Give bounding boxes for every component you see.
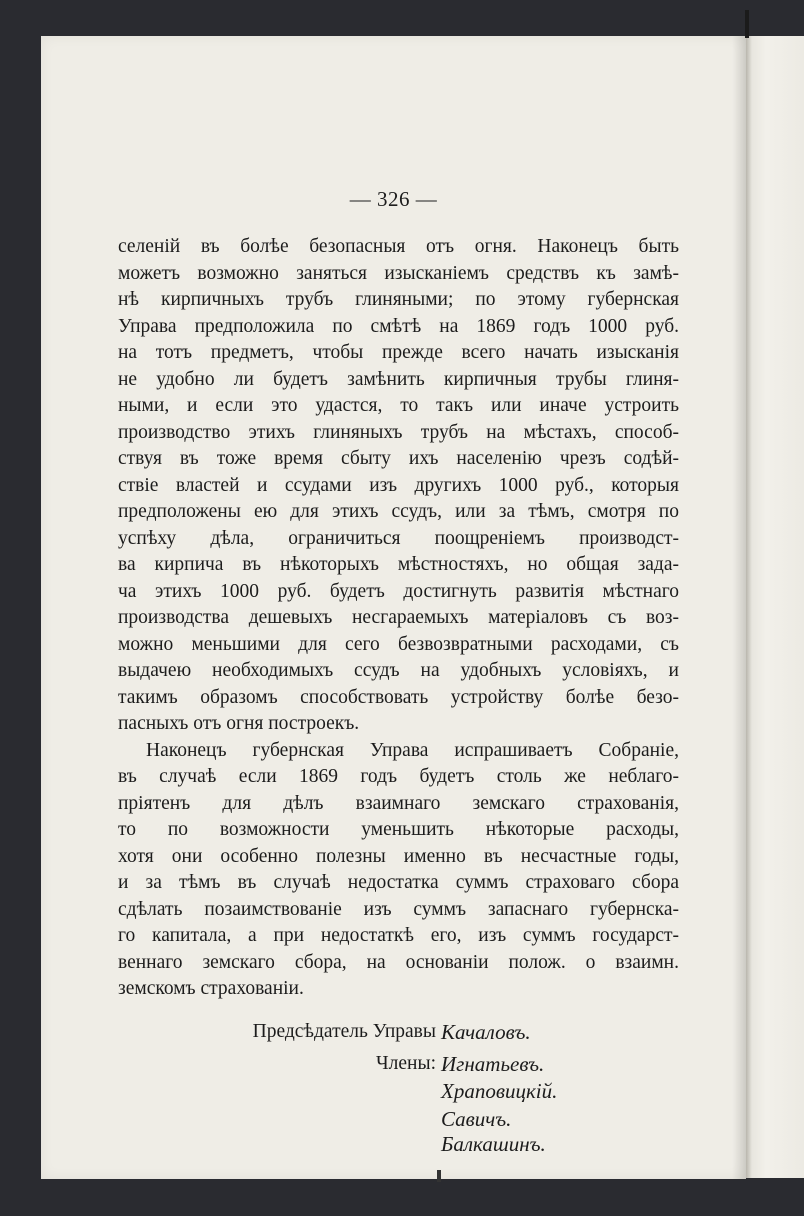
- page-edge-mark: [745, 10, 749, 38]
- text-line: ными, и если это удастся, то такъ или иначе устроить: [118, 395, 679, 416]
- text-line: такимъ образомъ способствовать устройству болѣе безо-: [118, 686, 679, 708]
- text-line: то по возможности уменьшить нѣкоторые расходы,: [118, 819, 679, 840]
- text-line: не удобно ли будетъ замѣнить кирпичныя трубы глиня-: [118, 368, 679, 390]
- text-line: можетъ возможно заняться изысканіемъ средствъ къ замѣ-: [118, 262, 679, 284]
- text-line: сдѣлать позаимствованіе изъ суммъ запаснаго губернска-: [118, 898, 679, 920]
- text-line: пріятенъ для дѣлъ взаимнаго земскаго страхованія,: [118, 792, 679, 814]
- chairman-name: Качаловъ.: [441, 1020, 531, 1044]
- text-line: го капитала, а при недостаткѣ его, изъ суммъ государст-: [118, 925, 679, 946]
- book-page: [41, 36, 746, 1179]
- text-line: ствіе властей и ссудами изъ другихъ 1000 руб., которыя: [118, 474, 679, 496]
- text-line: веннаго земскаго сбора, на основаніи полож. о взаимн.: [118, 951, 679, 973]
- text-line: хотя они особенно полезны именно въ несчастные годы,: [118, 845, 679, 867]
- text-line: Управа предположила по смѣтѣ на 1869 годъ 1000 руб.: [118, 315, 679, 337]
- text-line: производства дешевыхъ несгараемыхъ матеріаловъ съ воз-: [118, 607, 679, 628]
- members-label: Члены:: [375, 1053, 436, 1074]
- text-line: земскомъ страхованіи.: [118, 978, 304, 999]
- text-line: производство этихъ глиняныхъ трубъ на мѣстахъ, способ-: [118, 421, 679, 443]
- text-line: нѣ кирпичныхъ трубъ глиняными; по этому губернская: [118, 289, 679, 310]
- body-text: [118, 234, 679, 1003]
- text-line: пасныхъ отъ огня построекъ.: [118, 713, 360, 734]
- member-name: Балкашинъ.: [441, 1132, 546, 1156]
- text-line: выдачею необходимыхъ ссудъ на удобныхъ условіяхъ, и: [118, 660, 679, 681]
- text-line: предположены ею для этихъ ссудъ, или за тѣмъ, смотря по: [118, 501, 679, 522]
- bottom-edge-mark: [437, 1170, 441, 1182]
- member-name: Храповицкій.: [441, 1079, 558, 1103]
- adjacent-page-edge: [746, 36, 804, 1178]
- text-line: въ случаѣ если 1869 годъ будетъ столь же неблаго-: [118, 766, 679, 787]
- text-line: ствуя въ тоже время сбыту ихъ населенію чрезъ содѣй-: [118, 448, 679, 469]
- text-line: на тотъ предметъ, чтобы прежде всего начать изысканія: [118, 342, 679, 363]
- text-line: ва кирпича въ нѣкоторыхъ мѣстностяхъ, но общая зада-: [118, 554, 679, 575]
- text-line: ча этихъ 1000 руб. будетъ достигнуть развитія мѣстнаго: [118, 580, 679, 602]
- text-line: селеній въ болѣе безопасныя отъ огня. Наконецъ быть: [118, 236, 679, 257]
- paragraph-start-line: Наконецъ губернская Управа испрашиваетъ Собраніе,: [146, 739, 679, 761]
- member-name: Игнатьевъ.: [441, 1052, 545, 1076]
- text-line: можно меньшими для сего безвозвратными расходами, съ: [118, 633, 679, 655]
- text-line: и за тѣмъ въ случаѣ недостатка суммъ страховаго сбора: [118, 872, 679, 893]
- member-name: Савичъ.: [441, 1107, 512, 1131]
- page-number: — 326 —: [349, 187, 438, 211]
- chairman-label: Предсѣдатель Управы: [252, 1021, 436, 1042]
- text-line: успѣху дѣла, ограничиться поощреніемъ производст-: [118, 527, 679, 549]
